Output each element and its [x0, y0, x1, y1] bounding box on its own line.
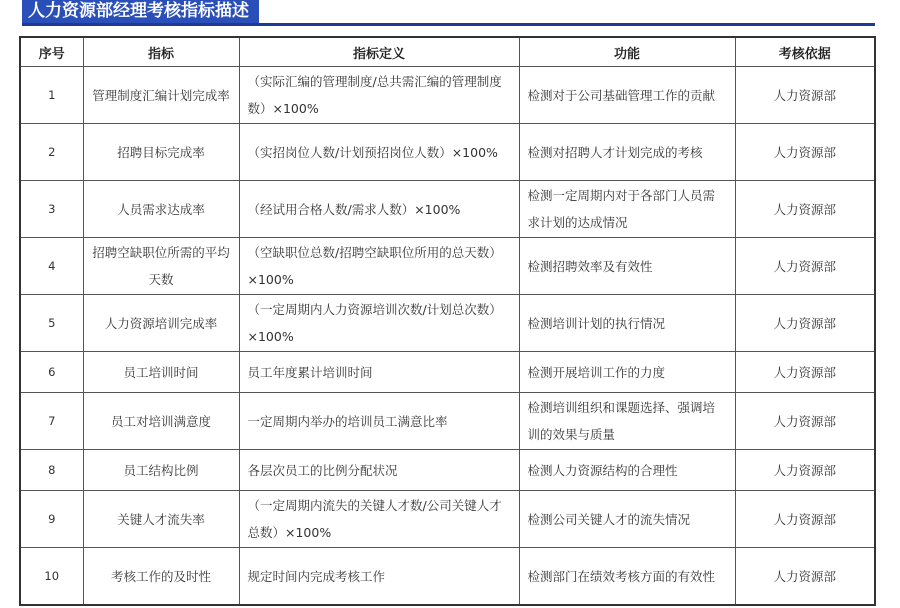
row-name: 人员需求达成率 [83, 181, 239, 238]
row-basis: 人力资源部 [735, 352, 875, 393]
row-definition: （一定周期内流失的关键人才数/公司关键人才总数）×100% [239, 491, 519, 548]
table-row [20, 393, 875, 450]
row-function: 检测开展培训工作的力度 [519, 352, 735, 393]
row-basis: 人力资源部 [735, 295, 875, 352]
row-name: 考核工作的及时性 [83, 548, 239, 606]
table-row [20, 238, 875, 295]
header-num: 序号 [20, 37, 83, 67]
row-num: 1 [20, 67, 83, 124]
header-definition: 指标定义 [239, 37, 519, 67]
row-function: 检测培训组织和课题选择、强调培训的效果与质量 [519, 393, 735, 450]
row-definition: 一定周期内举办的培训员工满意比率 [239, 393, 519, 450]
table-row [20, 450, 875, 491]
row-name: 人力资源培训完成率 [83, 295, 239, 352]
row-definition: （经试用合格人数/需求人数）×100% [239, 181, 519, 238]
row-basis: 人力资源部 [735, 67, 875, 124]
row-function: 检测人力资源结构的合理性 [519, 450, 735, 491]
row-name: 员工对培训满意度 [83, 393, 239, 450]
row-basis: 人力资源部 [735, 181, 875, 238]
row-basis: 人力资源部 [735, 124, 875, 181]
row-num: 10 [20, 548, 83, 606]
row-name: 员工培训时间 [83, 352, 239, 393]
row-function: 检测对于公司基础管理工作的贡献 [519, 67, 735, 124]
row-num: 5 [20, 295, 83, 352]
row-name: 关键人才流失率 [83, 491, 239, 548]
row-definition: 各层次员工的比例分配状况 [239, 450, 519, 491]
table-row [20, 124, 875, 181]
table-row [20, 181, 875, 238]
header-function: 功能 [519, 37, 735, 67]
kpi-table [19, 36, 876, 606]
row-name: 招聘空缺职位所需的平均天数 [83, 238, 239, 295]
row-num: 9 [20, 491, 83, 548]
row-basis: 人力资源部 [735, 491, 875, 548]
table-row [20, 295, 875, 352]
row-basis: 人力资源部 [735, 548, 875, 606]
table-row [20, 352, 875, 393]
row-definition: （实际汇编的管理制度/总共需汇编的管理制度数）×100% [239, 67, 519, 124]
row-num: 6 [20, 352, 83, 393]
row-definition: 员工年度累计培训时间 [239, 352, 519, 393]
row-num: 2 [20, 124, 83, 181]
row-basis: 人力资源部 [735, 450, 875, 491]
row-function: 检测对招聘人才计划完成的考核 [519, 124, 735, 181]
row-definition: （一定周期内人力资源培训次数/计划总次数）×100% [239, 295, 519, 352]
row-name: 招聘目标完成率 [83, 124, 239, 181]
row-name: 员工结构比例 [83, 450, 239, 491]
row-basis: 人力资源部 [735, 238, 875, 295]
table-row [20, 548, 875, 606]
row-num: 4 [20, 238, 83, 295]
table-row [20, 491, 875, 548]
header-basis: 考核依据 [735, 37, 875, 67]
row-function: 检测公司关键人才的流失情况 [519, 491, 735, 548]
row-name: 管理制度汇编计划完成率 [83, 67, 239, 124]
row-function: 检测培训计划的执行情况 [519, 295, 735, 352]
row-basis: 人力资源部 [735, 393, 875, 450]
table-header-row [20, 37, 875, 67]
row-function: 检测部门在绩效考核方面的有效性 [519, 548, 735, 606]
row-num: 7 [20, 393, 83, 450]
page-title: 人力资源部经理考核指标描述 [22, 0, 259, 23]
row-definition: 规定时间内完成考核工作 [239, 548, 519, 606]
row-num: 3 [20, 181, 83, 238]
header-name: 指标 [83, 37, 239, 67]
table-row [20, 67, 875, 124]
title-bar [22, 0, 875, 26]
row-definition: （空缺职位总数/招聘空缺职位所用的总天数）×100% [239, 238, 519, 295]
row-function: 检测一定周期内对于各部门人员需求计划的达成情况 [519, 181, 735, 238]
row-definition: （实招岗位人数/计划预招岗位人数）×100% [239, 124, 519, 181]
row-function: 检测招聘效率及有效性 [519, 238, 735, 295]
row-num: 8 [20, 450, 83, 491]
